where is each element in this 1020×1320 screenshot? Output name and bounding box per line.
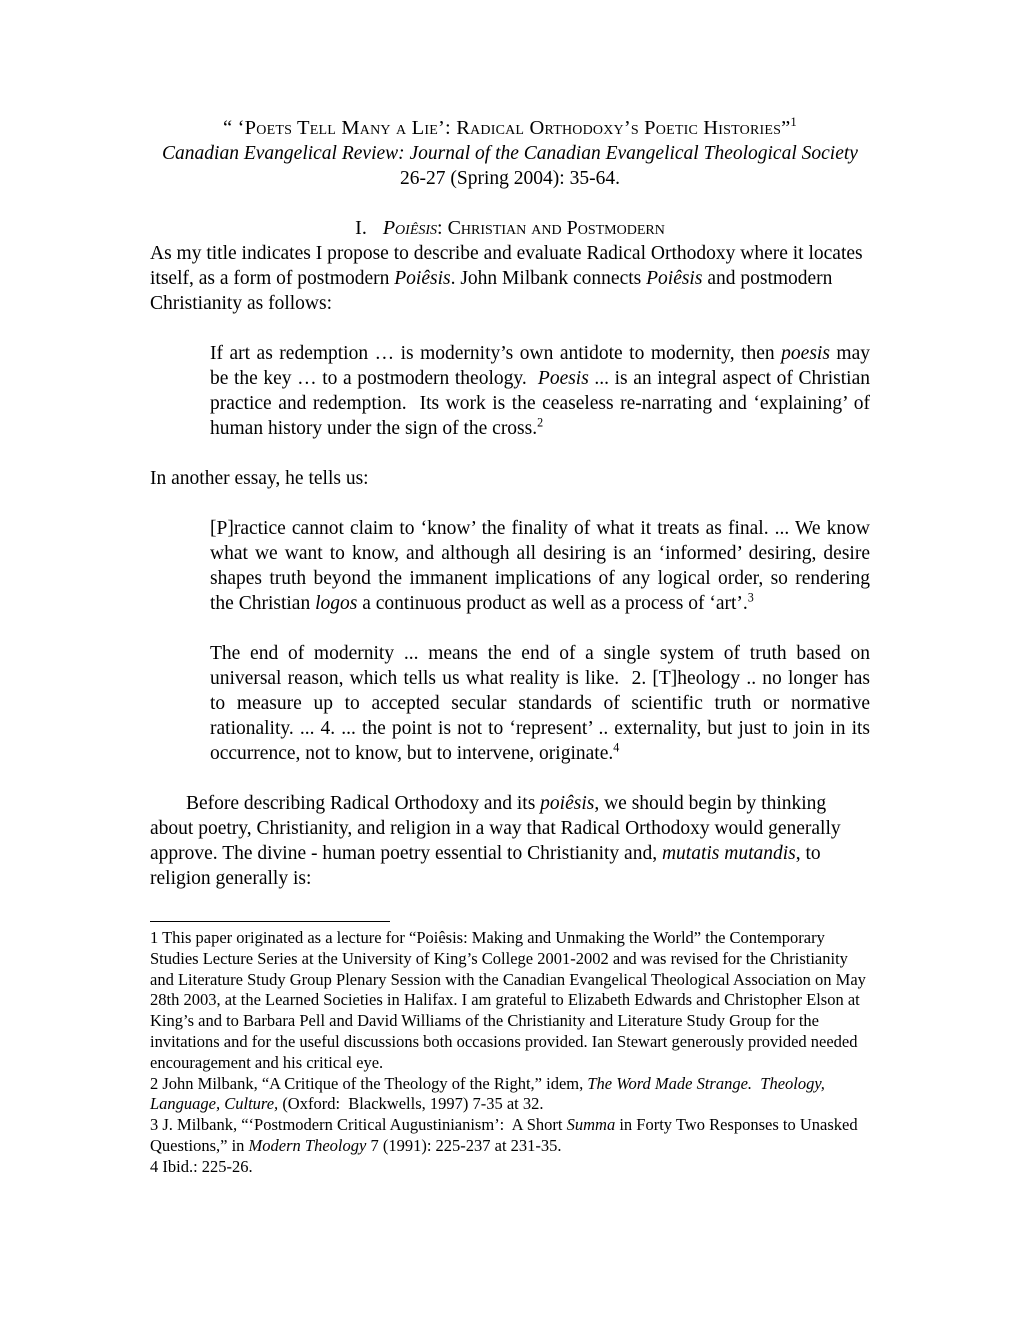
section-title: Poiêsis: Christian and Postmodern <box>382 217 665 239</box>
paper-title: “ ‘Poets Tell Many a Lie’: Radical Orthodoxy’s Poetic Histories”$^1$ <box>223 115 797 139</box>
block-quote-3: The end of modernity ... means the end of a single system of truth based on universal reason, which tells us what reality is like. 2. [T]heology .. no longer has to measure up to accepted secular standards of scientific truth or normative rationality. ... 4. ... the point is not to ‘represent’ .. externality, but just to join in its occurrence, not to know, but to intervene, originate.$^4$ <box>210 643 870 764</box>
paragraph-intro: As my title indicates I propose to describe and evaluate Radical Orthodoxy where it locates itself, as a form of postmodern Poiêsis. John Milbank connects Poiêsis and postmodern Christianity as follows: <box>150 243 863 314</box>
footnotes-block <box>150 928 870 1178</box>
footnote-2: 2 John Milbank, “A Critique of the Theology of the Right,” idem, The Word Made Strange. Theology, Language, Culture, (Oxford: Blackwells, 1997) 7-35 at 32. <box>150 1073 825 1114</box>
journal-citation: Canadian Evangelical Review: Journal of the Canadian Evangelical Theological Society 26-27 (Spring 2004): 35-64. <box>162 143 858 189</box>
block-quote-2: [P]ractice cannot claim to ‘know’ the finality of what it treats as final. ... We know what we want to know, and although all desiring is an ‘informed’ desiring, desire shapes truth beyond the immanent implications of any logical order, so rendering the Christian logos a continuous product as well as a process of ‘art’.$^3$ <box>210 518 870 614</box>
paragraph-before-describing: Before describing Radical Orthodoxy and its poiêsis, we should begin by thinking about poetry, Christianity, and religion in a way that Radical Orthodoxy would generally approve. The divine - human poetry essential to Christianity and, mutatis mutandis, to religion generally is: <box>150 793 841 889</box>
footnote-separator <box>150 921 390 922</box>
footnote-4: 4 Ibid.: 225-26. <box>150 1156 253 1176</box>
block-quote-1: If art as redemption … is modernity’s own antidote to modernity, then poesis may be the key … to a postmodern theology. Poesis ... is an integral aspect of Christian practice and redemption. Its work is the ceaseless re-narrating and ‘explaining’ of human history under the sign of the cross.$^2$ <box>210 343 870 439</box>
section-numeral: I. <box>355 217 367 239</box>
footnote-3: 3 J. Milbank, “‘Postmodern Critical Augustinianism’: A Short Summa in Forty Two Responses to Unasked Questions,” in Modern Theology 7 (1991): 225-237 at 231-35. <box>150 1115 858 1155</box>
paragraph-lead-in: In another essay, he tells us: <box>150 468 369 489</box>
section-heading <box>150 216 870 241</box>
footnote-1: 1 This paper originated as a lecture for “Poiêsis: Making and Unmaking the World” the Contemporary Studies Lecture Series at the University of King’s College 2001-2002 and was revised for the Christianity and Literature Study Group Plenary Session with the Canadian Evangelical Theological Association on May 28th 2003, at the Learned Societies in Halifax. I am grateful to Elizabeth Edwards and Christopher Elson at King’s and to Barbara Pell and David Williams of the Christianity and Literature Study Group for the invitations and for the useful discussions both occasions provided. Ian Stewart generously provided needed encouragement and his critical eye. <box>150 928 866 1072</box>
